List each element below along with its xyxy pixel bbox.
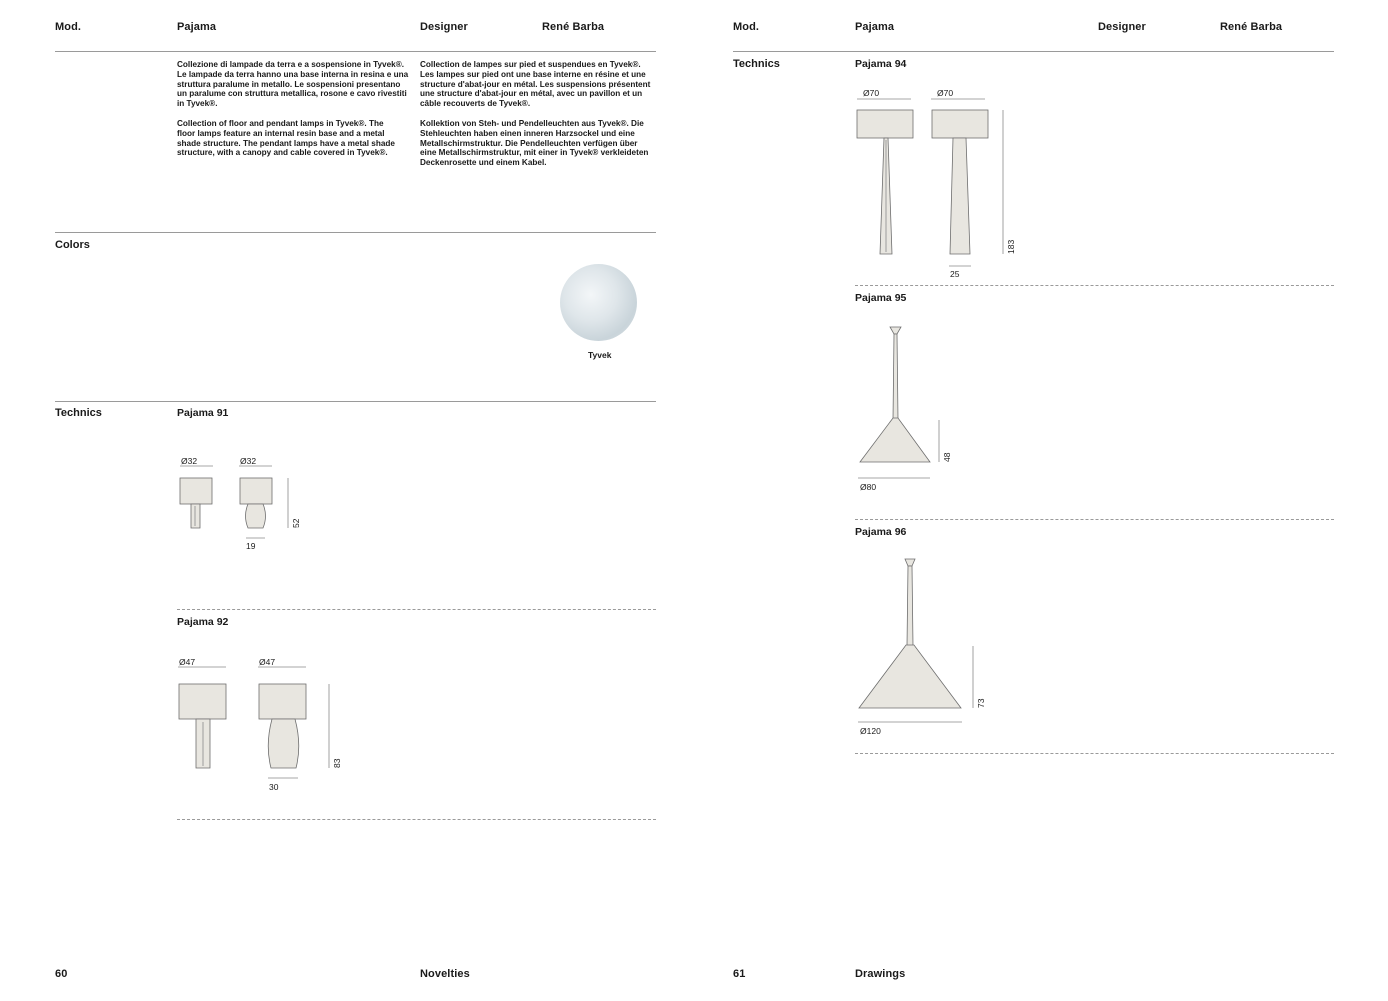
pajama-91-divider [177, 609, 656, 610]
tyvek-swatch [560, 264, 637, 341]
pajama-91-height: 52 [291, 518, 301, 528]
designer-label: Designer [420, 21, 468, 33]
right-page-section: Drawings [855, 968, 906, 980]
pajama-96-dia: Ø120 [860, 726, 881, 736]
colors-divider [55, 232, 656, 233]
pajama-95-dia: Ø80 [860, 482, 877, 492]
mod-label: Mod. [55, 21, 82, 33]
pajama-94-title: Pajama 94 [855, 58, 907, 70]
pajama-92-height: 83 [332, 758, 342, 768]
pajama-95-title: Pajama 95 [855, 292, 907, 304]
designer-label-right: Designer [1098, 21, 1146, 33]
right-page-number: 61 [733, 968, 746, 980]
pajama-91-base: 19 [246, 541, 256, 551]
description-english: Collection of floor and pendant lamps in Tyvek®. The floor lamps feature an internal resin base and a metal shade structure. The pendant lamps have a metal shade structure, with a canopy and cable covered in Tyvek®. [177, 119, 395, 158]
pajama-96-title: Pajama 96 [855, 526, 907, 538]
technics-divider [55, 401, 656, 402]
pajama-92-title: Pajama 92 [177, 616, 229, 628]
mod-value-right: Pajama [855, 21, 895, 33]
left-page-number: 60 [55, 968, 68, 980]
pajama-91-title: Pajama 91 [177, 407, 229, 419]
pajama-91-dia-b: Ø32 [240, 456, 257, 466]
designer-value-right: René Barba [1220, 21, 1283, 33]
mod-value: Pajama [177, 21, 217, 33]
technics-label-right: Technics [733, 58, 780, 70]
pajama-91-dia-a: Ø32 [181, 456, 198, 466]
pajama-96-divider [855, 753, 1334, 754]
pajama-94-height: 183 [1006, 239, 1016, 254]
header-divider [55, 51, 656, 52]
pajama-92-dia-b: Ø47 [259, 657, 276, 667]
designer-value: René Barba [542, 21, 605, 33]
pajama-92-divider [177, 819, 656, 820]
pajama-96-height: 73 [976, 698, 986, 708]
description-german: Kollektion von Steh- und Pendelleuchten aus Tyvek®. Die Stehleuchten haben einen inneren Harzsockel und eine Metallschirmstruktur. Die Pendelleuchten verfügen über eine Metallschirmstruktur, mit einer in Tyvek® verkleideten Deckenrosette und einem Kabel. [420, 119, 649, 168]
header-divider-right [733, 51, 1334, 52]
pajama-95-height: 48 [942, 452, 952, 462]
pajama-94-dia-b: Ø70 [937, 88, 954, 98]
description-french: Collection de lampes sur pied et suspendues en Tyvek®. Les lampes sur pied ont une base interne en résine et une structure d'abat-jour en métal. Les suspensions présentent une structure d'abat-jour en métal, avec un pavillon et un câble recouverts de Tyvek®. [420, 60, 651, 109]
pajama-96-drawing [0, 0, 1, 1]
pajama-95-divider [855, 519, 1334, 520]
colors-label: Colors [55, 239, 90, 251]
pajama-94-base: 25 [950, 269, 960, 279]
pajama-92-dia-a: Ø47 [179, 657, 196, 667]
technics-label: Technics [55, 407, 102, 419]
mod-label-right: Mod. [733, 21, 760, 33]
pajama-94-divider [855, 285, 1334, 286]
pajama-92-base: 30 [269, 782, 279, 792]
description-italian: Collezione di lampade da terra e a sospensione in Tyvek®. Le lampade da terra hanno una base interna in resina e una struttura paralume in metallo. Le sospensioni presentano un paralume con struttura metallica, rosone e cavo rivestiti in Tyvek®. [177, 60, 409, 109]
pajama-94-dia-a: Ø70 [863, 88, 880, 98]
tyvek-swatch-label: Tyvek [588, 350, 612, 360]
left-page-section: Novelties [420, 968, 470, 980]
